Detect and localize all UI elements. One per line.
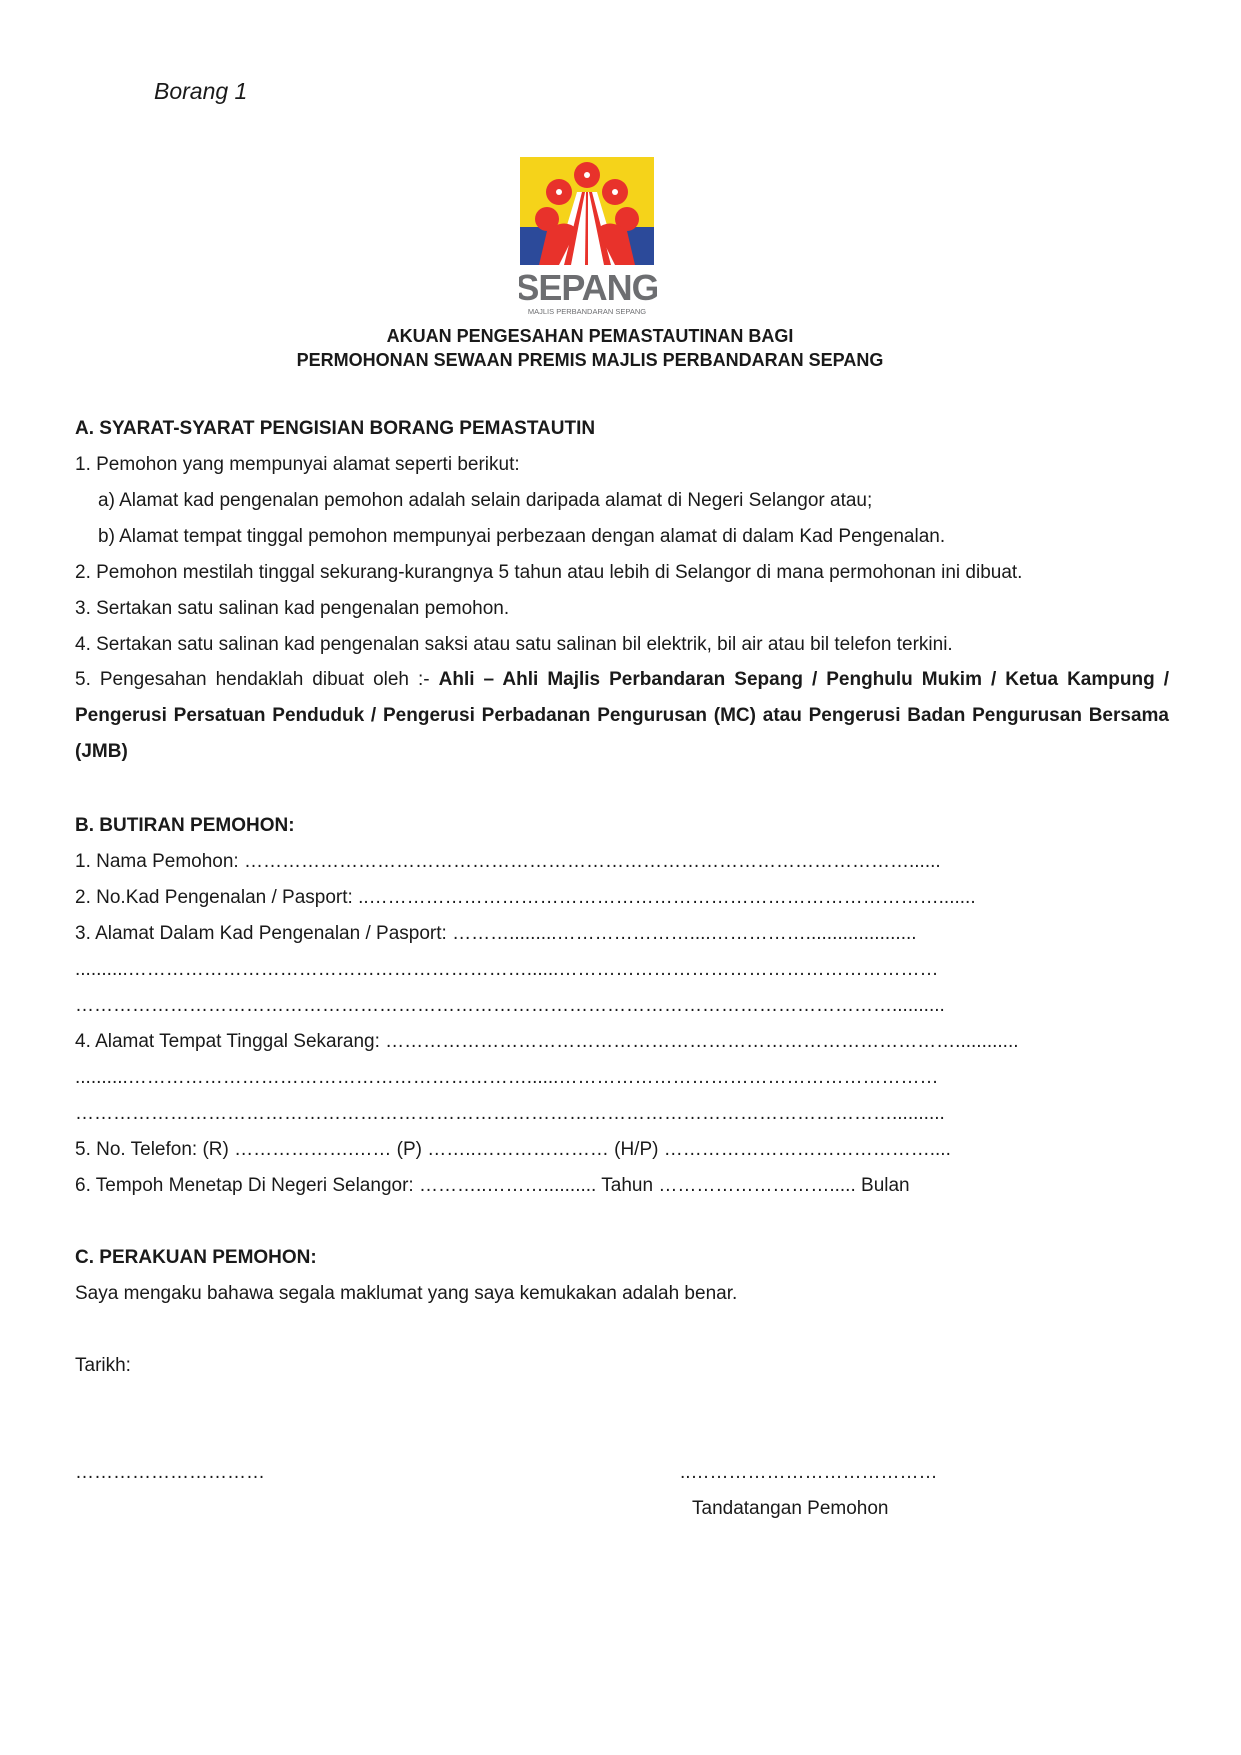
section-a-item4: 4. Sertakan satu salinan kad pengenalan saksi atau satu salinan bil elektrik, bil air atau bil telefon terkini. — [75, 634, 953, 655]
ic-address-label: 3. Alamat Dalam Kad Pengenalan / Pasport: — [75, 923, 447, 944]
phone-hp-field[interactable]: …………………………………….... — [663, 1139, 951, 1160]
phone-p-label: (P) — [396, 1139, 422, 1160]
ic-address-field[interactable]: ……….........…………………....……………..................... — [452, 923, 917, 944]
current-address-field[interactable]: ………………………………………………………………………………............ — [385, 1031, 1019, 1052]
document-title-line2: PERMOHONAN SEWAAN PREMIS MAJLIS PERBANDARAN SEPANG — [296, 350, 884, 370]
phone-r-label: 5. No. Telefon: (R) — [75, 1139, 229, 1160]
phone-hp-label: (H/P) — [614, 1139, 659, 1160]
date-label: Tarikh: — [75, 1355, 131, 1376]
section-c-heading: C. PERAKUAN PEMOHON: — [75, 1247, 317, 1268]
ic-address-row — [75, 923, 917, 945]
current-address-field-line2[interactable]: ..........………………………………………………………......…………………………………………………… — [75, 1067, 939, 1088]
duration-month-field[interactable]: ………………………..... — [658, 1175, 856, 1196]
section-a-item1a: a) Alamat kad pengenalan pemohon adalah selain daripada alamat di Negeri Selangor atau; — [98, 490, 873, 511]
section-a-item5-authorities: Ahli – Ahli Majlis Perbandaran Sepang / Penghulu Mukim / Ketua Kampung / Pengerusi Persatuan Penduduk / Pengerusi Perbadanan Pengurusan (MC) atau Pengerusi Badan Pengurusan Bersama (JMB) — [75, 669, 1169, 762]
ic-label: 2. No.Kad Pengenalan / Pasport: — [75, 887, 353, 908]
document-title-line1: AKUAN PENGESAHAN PEMASTAUTINAN BAGI — [386, 326, 794, 346]
duration-month-label: Bulan — [861, 1175, 910, 1196]
duration-year-field[interactable]: ………..……….......... — [418, 1175, 597, 1196]
ic-address-field-line2[interactable]: ..........………………………………………………………......…………………………………………………… — [75, 959, 939, 980]
form-label: Borang 1 — [154, 78, 248, 104]
section-b-heading: B. BUTIRAN PEMOHON: — [75, 815, 295, 836]
phone-r-field[interactable]: ……………….…… — [234, 1139, 392, 1160]
section-a-heading: A. SYARAT-SYARAT PENGISIAN BORANG PEMASTAUTIN — [75, 418, 596, 439]
current-address-field-line3[interactable]: ………………………………………………………………………………………………………………….......... — [75, 1103, 945, 1124]
duration-year-label: Tahun — [601, 1175, 654, 1196]
name-row — [75, 851, 941, 873]
sepang-logo-graphic — [519, 157, 657, 317]
ic-row — [75, 887, 976, 909]
duration-row — [75, 1175, 910, 1197]
date-field[interactable]: ………………………… — [75, 1462, 265, 1483]
section-a-item2: 2. Pemohon mestilah tinggal sekurang-kurangnya 5 tahun atau lebih di Selangor di mana permohonan ini dibuat. — [75, 562, 1023, 583]
duration-label: 6. Tempoh Menetap Di Negeri Selangor: — [75, 1175, 414, 1196]
declaration-text: Saya mengaku bahawa segala maklumat yang saya kemukakan adalah benar. — [75, 1283, 738, 1304]
signature-field[interactable]: ..………………………………… — [680, 1462, 938, 1483]
section-a-item3: 3. Sertakan satu salinan kad pengenalan pemohon. — [75, 598, 510, 619]
ic-address-field-line3[interactable]: ………………………………………………………………………………………………………………….......... — [75, 995, 945, 1016]
logo-subtext: MAJLIS PERBANDARAN SEPANG — [527, 307, 647, 316]
phone-row — [75, 1139, 951, 1161]
name-field[interactable]: ……………………………………………………………………………………………...... — [243, 851, 941, 872]
section-a-item1b: b) Alamat tempat tinggal pemohon mempunyai perbezaan dengan alamat di dalam Kad Pengenalan. — [98, 526, 946, 547]
section-a-item5 — [75, 662, 1169, 770]
current-address-row — [75, 1031, 1019, 1053]
current-address-label: 4. Alamat Tempat Tinggal Sekarang: — [75, 1031, 380, 1052]
name-label: 1. Nama Pemohon: — [75, 851, 239, 872]
sepang-logo — [519, 157, 657, 317]
section-a-item1: 1. Pemohon yang mempunyai alamat seperti berikut: — [75, 454, 520, 475]
signature-label: Tandatangan Pemohon — [692, 1498, 889, 1519]
ic-field[interactable]: ..………………………………………………………………………………....... — [358, 887, 976, 908]
section-a-item5-prefix: 5. Pengesahan hendaklah dibuat oleh :- — [75, 669, 439, 690]
logo-brand-text: SEPANG — [519, 267, 657, 308]
phone-p-field[interactable]: ……..………………… — [427, 1139, 609, 1160]
